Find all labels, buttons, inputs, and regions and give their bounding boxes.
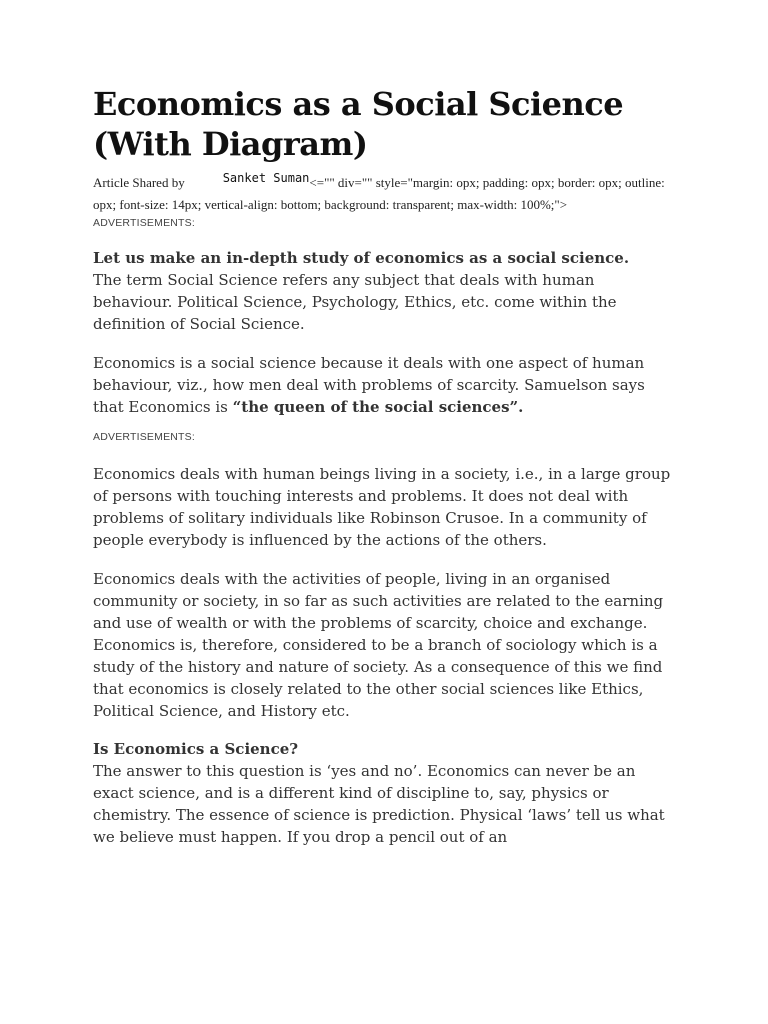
- paragraph-social-science-definition: The term Social Science refers any subject that deals with human behaviour. Political Science, Psychology, Ethics, etc. come within the definition of Social Science.: [93, 271, 617, 333]
- byline-trailing-code: <="" div="" style="margin: opx; padding: opx; border: opx; outline: opx; font-size: 14px; vertical-align: bottom; background: transparent; max-width: 100%;">: [93, 175, 665, 212]
- paragraph-yes-and-no: The answer to this question is ‘yes and no’. Economics can never be an exact science, and is a different kind of discipline to, say, physics or chemistry. The essence of science is prediction. Physical ‘laws’ tell us what we believe must happen. If you drop a pencil out of an: [93, 762, 665, 846]
- paragraph-activities-of-people: Economics deals with the activities of people, living in an organised community or society, in so far as such activities are related to the earning and use of wealth or with the problems of scarcity, choice and exchange. Economics is, therefore, considered to be a branch of sociology which is a study of the history and nature of society. As a consequence of this we find that economics is closely related to the other social sciences like Ethics, Political Science, and History etc.: [93, 570, 664, 720]
- paragraph-economics-social-science: [93, 352, 673, 418]
- advertisement-label: ADVERTISEMENTS:: [93, 217, 195, 229]
- paragraph-text: Economics is a social science because it deals with one aspect of human behaviour, viz., how men deal with problems of scarcity. Samuelson says that Economics is: [93, 354, 645, 416]
- samuelson-quote: “the queen of the social sciences”.: [232, 398, 524, 416]
- author-link[interactable]: Sanket Suman: [222, 171, 310, 185]
- lead-paragraph: Let us make an in-depth study of economics as a social science.: [93, 249, 630, 267]
- section-heading: Is Economics a Science?: [93, 740, 299, 758]
- byline-prefix: Article Shared by: [93, 175, 185, 190]
- byline: [93, 172, 673, 215]
- paragraph-human-beings-society: Economics deals with human beings living in a society, i.e., in a large group of persons with touching interests and problems. It does not deal with problems of solitary individuals like Robinson Crusoe. In a community of people everybody is influenced by the actions of the others.: [93, 465, 671, 549]
- article-title: Economics as a Social Science (With Diagram): [93, 85, 624, 163]
- advertisement-label: ADVERTISEMENTS:: [93, 431, 195, 443]
- article: [93, 84, 673, 848]
